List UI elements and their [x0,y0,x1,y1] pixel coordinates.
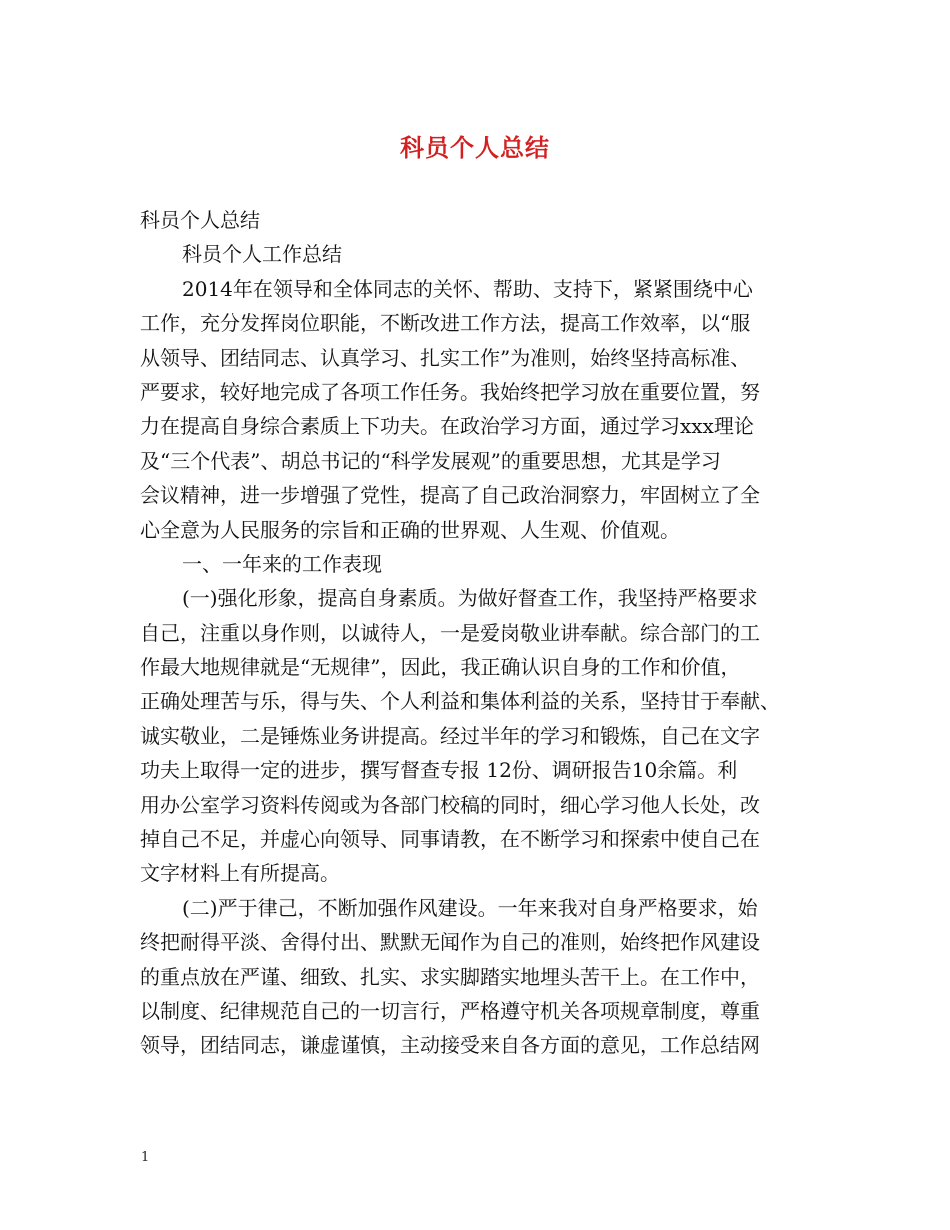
paragraph-line: (二)严于律己，不断加强作风建设。一年来我对自身严格要求，始 [182,895,758,920]
paragraph-line: 的重点放在严谨、细致、扎实、求实脚踏实地埋头苦干上。在工作中， [140,964,760,989]
paragraph-line: 2014年在领导和全体同志的关怀、帮助、支持下，紧紧围绕中心 [182,276,753,301]
paragraph-line: 诚实敬业，二是锤炼业务讲提高。经过半年的学习和锻炼，自己在文字 [140,723,760,748]
paragraph-line: 以制度、纪律规范自己的一切言行，严格遵守机关各项规章制度，尊重 [140,998,760,1023]
subtitle-line: 科员个人总结 [140,208,260,232]
paragraph-line: 文字材料上有所提高。 [140,861,340,886]
section-heading: 一、一年来的工作表现 [182,551,382,576]
paragraph-line: 科员个人工作总结 [182,242,342,267]
paragraph-line: 作最大地规律就是“无规律”，因此，我正确认识自身的工作和价值， [140,655,741,680]
paragraph-line: 心全意为人民服务的宗旨和正确的世界观、人生观、价值观。 [140,517,680,542]
document-title: 科员个人总结 [400,133,550,162]
paragraph-line: 正确处理苦与乐，得与失、个人利益和集体利益的关系，坚持甘于奉献、 [140,689,780,714]
paragraph-line: 工作，充分发挥岗位职能，不断改进工作方法，提高工作效率，以“服 [140,311,751,336]
paragraph-line: 功夫上取得一定的进步，撰写督查专报 12份、调研报告10余篇。利 [140,758,738,783]
paragraph-line: 及“三个代表”、胡总书记的“科学发展观”的重要思想，尤其是学习 [140,448,721,473]
paragraph-line: 终把耐得平淡、舍得付出、默默无闻作为自己的准则，始终把作风建设 [140,930,760,955]
paragraph-line: 掉自己不足，并虚心向领导、同事请教，在不断学习和探索中使自己在 [140,827,760,852]
paragraph-line: (一)强化形象，提高自身素质。为做好督查工作，我坚持严格要求 [182,586,758,611]
paragraph-line: 严要求，较好地完成了各项工作任务。我始终把学习放在重要位置，努 [140,379,760,404]
document-body [140,203,812,1063]
paragraph-line: 从领导、团结同志、认真学习、扎实工作”为准则，始终坚持高标准、 [140,345,751,370]
paragraph-line: 领导，团结同志，谦虚谨慎，主动接受来自各方面的意见，工作总结网 [140,1033,760,1058]
paragraph-line: 会议精神，进一步增强了党性，提高了自己政治洞察力，牢固树立了全 [140,483,760,508]
page-number: 1 [141,1150,150,1165]
paragraph-line: 力在提高自身综合素质上下功夫。在政治学习方面，通过学习xxx理论 [140,414,754,439]
paragraph-line: 自己，注重以身作则，以诚待人，一是爱岗敬业讲奉献。综合部门的工 [140,620,760,645]
paragraph-line: 用办公室学习资料传阅或为各部门校稿的同时，细心学习他人长处，改 [140,792,760,817]
